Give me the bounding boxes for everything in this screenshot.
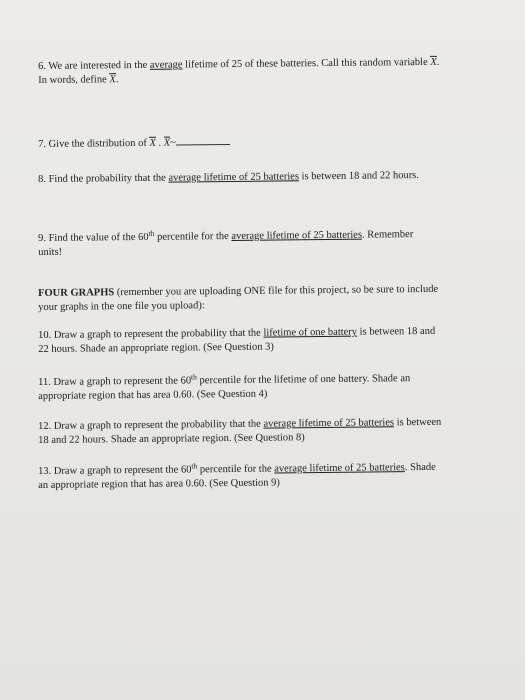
- question-text: 18 and 22 hours. Shade an appropriate region. (See Question 8): [38, 432, 305, 446]
- question-text: Find the value of the 60: [48, 231, 149, 244]
- underlined-text: average lifetime of 25 batteries: [274, 462, 405, 475]
- question-number: 11.: [38, 376, 51, 388]
- underlined-text: average lifetime of 25 batteries: [168, 171, 300, 184]
- question-text: Draw a graph to represent the 60: [53, 464, 192, 477]
- superscript: th: [191, 461, 198, 471]
- question-text: lifetime of 25 of these batteries. Call this random variable: [185, 56, 428, 71]
- answer-blank[interactable]: [176, 135, 230, 146]
- question-text: units!: [38, 246, 63, 258]
- question-8: [38, 168, 508, 187]
- question-text: 22 hours. Shade an appropriate region. (See Question 3): [38, 341, 274, 355]
- x-bar-variable: X: [149, 137, 156, 149]
- question-number: 6.: [38, 60, 47, 72]
- section-text: your graphs in the one file you upload):: [38, 300, 205, 313]
- x-bar-variable: X: [109, 74, 116, 86]
- question-text: is between 18 and: [359, 325, 436, 338]
- question-text: Give the distribution of: [48, 137, 147, 150]
- question-text: Draw a graph to represent the probability that the: [53, 418, 261, 432]
- question-text: Draw a graph to represent the probability that the: [53, 327, 261, 341]
- question-text: Find the probability that the: [48, 172, 166, 185]
- section-text: (remember you are uploading ONE file for this project, so be sure to include: [116, 283, 439, 299]
- question-11: [38, 371, 508, 404]
- question-text: is between: [396, 416, 442, 429]
- question-text: percentile for the lifetime of one battery. Shade an: [199, 373, 411, 387]
- punctuation: .: [115, 74, 119, 86]
- distribution-symbol: ~: [170, 137, 176, 149]
- question-10: [38, 324, 508, 357]
- section-heading: FOUR GRAPHS: [38, 287, 115, 299]
- question-13: [38, 460, 508, 493]
- question-12: [38, 415, 508, 448]
- question-text: In words, define: [38, 74, 107, 86]
- question-number: 8.: [38, 173, 47, 185]
- underlined-text: lifetime of one battery: [263, 326, 358, 339]
- underlined-text: average lifetime of 25 batteries: [231, 229, 363, 242]
- question-7: [38, 132, 508, 152]
- question-text: an appropriate region that has area 0.60. (See Question 9): [38, 477, 280, 491]
- question-text: . Shade: [404, 461, 436, 474]
- punctuation: .: [436, 56, 440, 68]
- question-text: Draw a graph to represent the 60: [53, 375, 192, 388]
- question-number: 10.: [38, 329, 52, 341]
- question-number: 7.: [38, 138, 47, 150]
- question-text: percentile for the: [199, 463, 272, 476]
- question-text: . Remember: [361, 229, 414, 241]
- question-9: [38, 227, 508, 260]
- four-graphs-section: [38, 282, 508, 315]
- underlined-text: average lifetime of 25 batteries: [263, 417, 395, 430]
- question-number: 9.: [38, 232, 47, 244]
- question-text: is between 18 and 22 hours.: [301, 170, 419, 183]
- superscript: th: [148, 228, 155, 238]
- question-text: We are interested in the: [48, 59, 148, 72]
- x-bar-variable: X: [163, 137, 171, 149]
- underlined-text: average: [149, 59, 183, 71]
- x-bar-variable: X: [430, 56, 437, 68]
- question-number: 13.: [38, 465, 52, 477]
- punctuation: .: [158, 137, 162, 149]
- question-text: percentile for the: [157, 231, 229, 243]
- question-6: [38, 55, 508, 88]
- superscript: th: [190, 372, 197, 382]
- question-number: 12.: [38, 420, 52, 432]
- question-text: appropriate region that has area 0.60. (See Question 4): [38, 388, 268, 402]
